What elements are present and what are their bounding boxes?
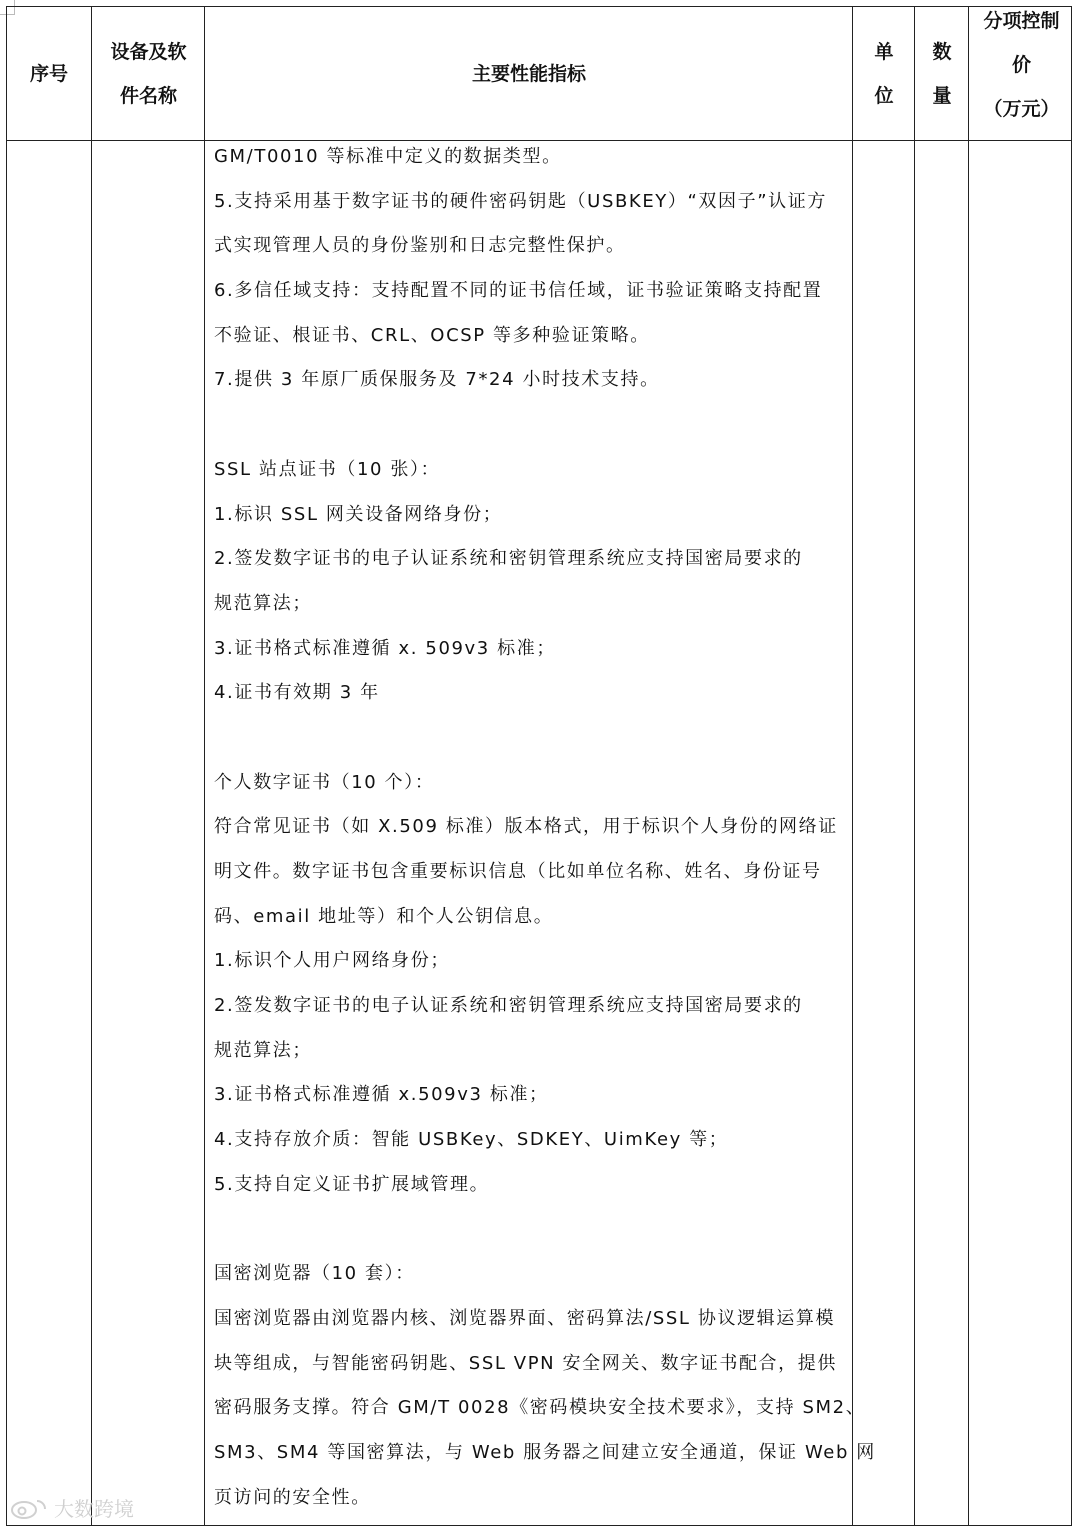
spec-line: 5.支持采用基于数字证书的硬件密码钥匙（USBKEY）“双因子”认证方 bbox=[214, 190, 827, 212]
spec-line: 符合常见证书（如 X.509 标准）版本格式，用于标识个人身份的网络证 bbox=[214, 816, 838, 838]
spec-line: 块等组成，与智能密码钥匙、SSL VPN 安全网关、数字证书配合，提供 bbox=[214, 1352, 837, 1374]
spec-line: 规范算法； bbox=[214, 1039, 312, 1061]
section-heading-personal-cert: 个人数字证书（10 个）： bbox=[214, 771, 435, 793]
header-spec: 主要性能指标 bbox=[471, 63, 586, 85]
spec-line: 2.签发数字证书的电子认证系统和密钥管理系统应支持国密局要求的 bbox=[214, 995, 803, 1017]
spec-line: 页访问的安全性。 bbox=[214, 1486, 371, 1508]
spec-line: 6.多信任域支持：支持配置不同的证书信任域，证书验证策略支持配置 bbox=[214, 280, 823, 302]
header-price: 分项控制 价 （万元） bbox=[983, 10, 1060, 120]
spec-line: 式实现管理人员的身份鉴别和日志完整性保护。 bbox=[214, 235, 626, 257]
column-divider bbox=[204, 7, 205, 1525]
watermark bbox=[10, 1493, 134, 1522]
spec-line: 2.签发数字证书的电子认证系统和密钥管理系统应支持国密局要求的 bbox=[214, 548, 803, 570]
spec-line: 密码服务支撑。符合 GM/T 0028《密码模块安全技术要求》，支持 SM2、 bbox=[214, 1397, 866, 1419]
spec-line: 1.标识个人用户网络身份； bbox=[214, 950, 450, 972]
spec-line: SM3、SM4 等国密算法，与 Web 服务器之间建立安全通道，保证 Web 网 bbox=[214, 1441, 876, 1463]
spec-line: 4.证书有效期 3 年 bbox=[214, 682, 380, 704]
spec-gap bbox=[214, 720, 854, 765]
weibo-logo-icon bbox=[10, 1497, 48, 1519]
header-unit: 单 位 bbox=[874, 41, 894, 107]
spec-line: 码、email 地址等）和个人公钥信息。 bbox=[214, 905, 554, 927]
spec-line: GM/T0010 等标准中定义的数据类型。 bbox=[214, 146, 562, 167]
spec-line: 4.支持存放介质：智能 USBKey、SDKEY、UimKey 等； bbox=[214, 1129, 729, 1151]
spec-gap bbox=[214, 1212, 854, 1257]
header-device-name: 设备及软 件名称 bbox=[110, 41, 187, 107]
column-divider bbox=[91, 7, 92, 1525]
section-heading-browser: 国密浏览器（10 套）： bbox=[214, 1263, 415, 1285]
spec-line: 国密浏览器由浏览器内核、浏览器界面、密码算法/SSL 协议逻辑运算模 bbox=[214, 1307, 836, 1329]
spec-line: 不验证、根证书、CRL、OCSP 等多种验证策略。 bbox=[214, 324, 650, 346]
spec-line: 3.证书格式标准遵循 x. 509v3 标准； bbox=[214, 637, 556, 659]
spec-line: 1.标识 SSL 网关设备网络身份； bbox=[214, 503, 503, 525]
watermark-text: 大数跨境 bbox=[54, 1497, 134, 1521]
column-divider bbox=[968, 7, 969, 1525]
spec-line: 7.提供 3 年原厂质保服务及 7*24 小时技术支持。 bbox=[214, 369, 660, 391]
spec-line: 3.证书格式标准遵循 x.509v3 标准； bbox=[214, 1084, 549, 1106]
spec-line: 明文件。数字证书包含重要标识信息（比如单位名称、姓名、身份证号 bbox=[214, 861, 822, 882]
spec-line: 规范算法； bbox=[214, 592, 312, 614]
column-divider bbox=[914, 7, 915, 1525]
header-index: 序号 bbox=[29, 63, 68, 85]
spec-line: 5.支持自定义证书扩展域管理。 bbox=[214, 1173, 490, 1195]
header-quantity: 数 量 bbox=[932, 41, 952, 107]
spec-gap bbox=[214, 407, 854, 452]
section-heading-ssl: SSL 站点证书（10 张）： bbox=[214, 458, 441, 480]
spec-content bbox=[214, 139, 876, 1524]
